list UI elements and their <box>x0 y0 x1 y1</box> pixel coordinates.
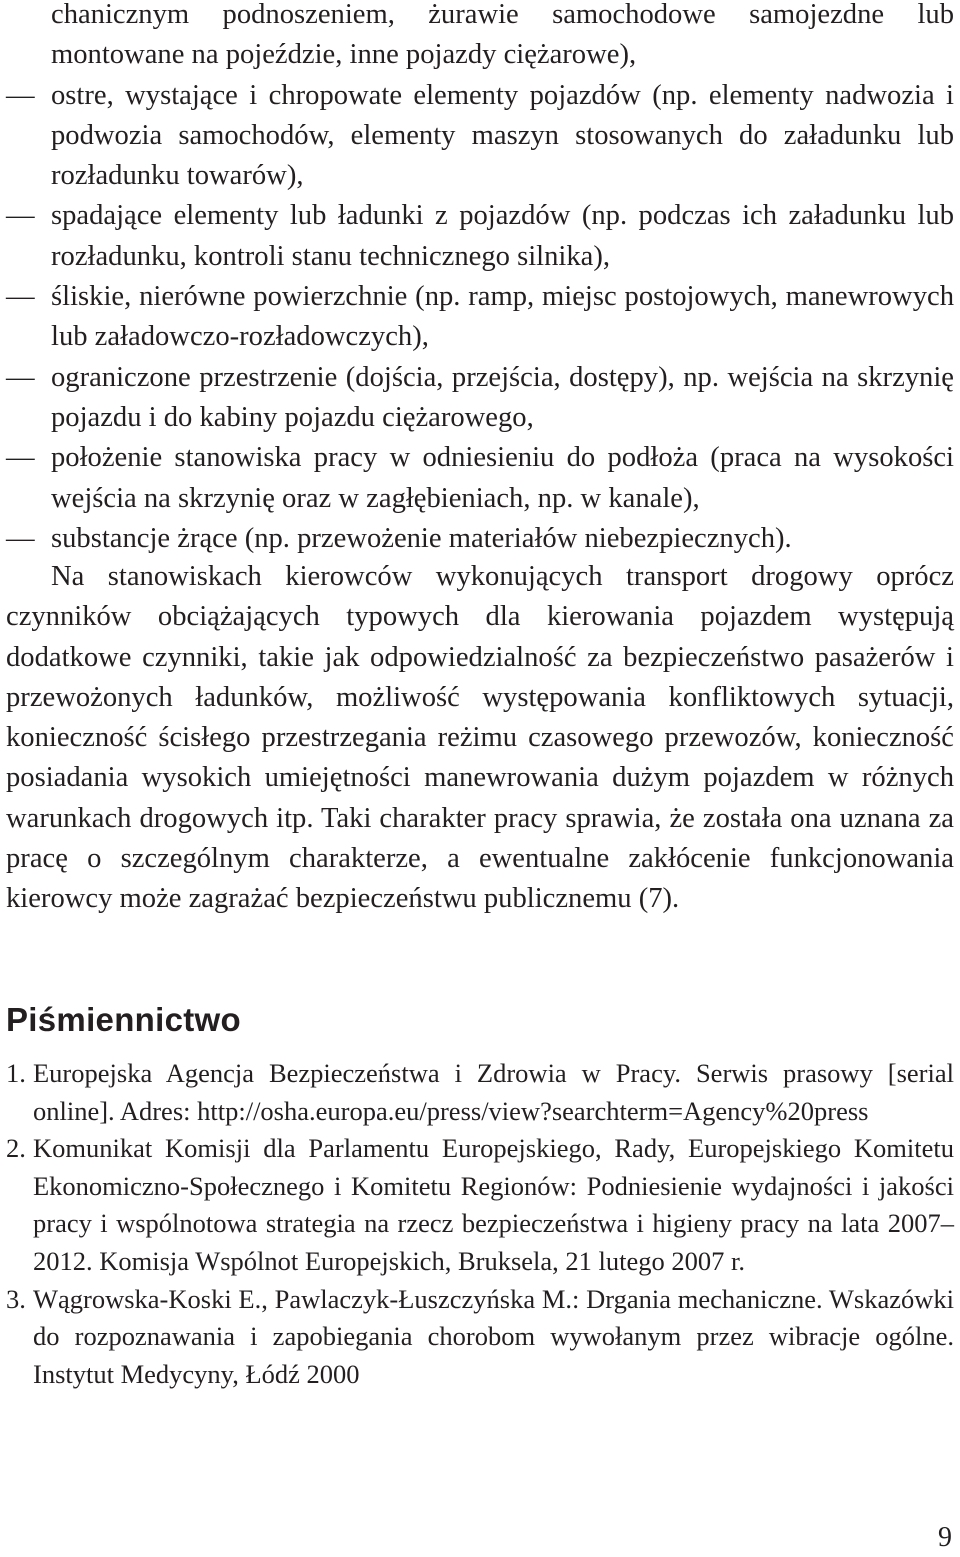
reference-number: 2. <box>6 1133 26 1164</box>
list-item-text: ograniczone przestrzenie (dojścia, przejścia, dostępy), np. wejścia na skrzynię pojazdu i do kabiny pojazdu ciężarowego, <box>51 361 954 433</box>
page-number: 9 <box>938 1522 952 1553</box>
reference-number: 3. <box>6 1283 26 1314</box>
reference-text: Komunikat Komisji dla Parlamentu Europejskiego, Rady, Europejskiego Komitetu Ekonomiczno-Społecznego i Komitetu Regionów: Podniesienie wydajności i jakości pracy i wspólnotowa strategia na rzecz bezpieczeństwa i higieny pracy na lata 2007–2012. Komisja Wspólnot Europejskich, Bruksela, 21 lutego 2007 r. <box>33 1133 954 1276</box>
reference-number: 1. <box>6 1058 26 1088</box>
list-marker: — <box>6 200 35 232</box>
list-item <box>6 358 954 439</box>
list-marker: — <box>6 361 35 393</box>
list-marker: — <box>6 79 35 111</box>
reference-list <box>6 1055 954 1393</box>
list-item <box>6 76 954 197</box>
list-marker: — <box>6 281 35 313</box>
list-item <box>6 277 954 358</box>
list-item <box>6 196 954 277</box>
hazard-list <box>6 0 954 559</box>
reference-text: Europejska Agencja Bezpieczeństwa i Zdrowia w Pracy. Serwis prasowy [serial online]. Adres: http://osha.europa.eu/press/view?searchterm=Agency%20press <box>33 1058 954 1126</box>
list-marker: — <box>6 522 35 554</box>
section-heading: Piśmiennictwo <box>6 1001 241 1038</box>
list-item-text: śliskie, nierówne powierzchnie (np. ramp, miejsc postojowych, manewrowych lub załadowczo-rozładowczych), <box>51 281 954 353</box>
list-item <box>6 519 954 559</box>
reference-item <box>6 1130 954 1280</box>
list-item-text: chanicznym podnoszeniem, żurawie samochodowe samojezdne lub montowane na pojeździe, inne pojazdy ciężarowe), <box>51 0 954 71</box>
list-item-text: substancje żrące (np. przewożenie materiałów niebezpiecznych). <box>51 522 792 554</box>
list-marker: — <box>6 442 35 474</box>
reference-item <box>6 1055 954 1130</box>
reference-item <box>6 1281 954 1394</box>
reference-text: Wągrowska-Koski E., Pawlaczyk-Łuszczyńska M.: Drgania mechaniczne. Wskazówki do rozpoznawania i zapobiegania chorobom wywołanym przez wibracje ogólne. Instytut Medycyny, Łódź 2000 <box>33 1283 954 1389</box>
list-item <box>6 0 954 76</box>
list-item-text: ostre, wystające i chropowate elementy pojazdów (np. elementy nadwozia i podwozia samochodów, elementy maszyn stosowanych do załadunku lub rozładunku towarów), <box>51 79 954 192</box>
list-item-text: położenie stanowiska pracy w odniesieniu do podłoża (praca na wysokości wejścia na skrzynię oraz w zagłębieniach, np. w kanale), <box>51 442 954 514</box>
list-item-text: spadające elementy lub ładunki z pojazdów (np. podczas ich załadunku lub rozładunku, kontroli stanu technicznego silnika), <box>51 200 954 272</box>
body-paragraph: Na stanowiskach kierowców wykonujących transport drogowy oprócz czynników obciążających typowych dla kierowania pojazdem występują dodatkowe czynniki, takie jak odpowiedzialność za bezpieczeństwo pasażerów i przewożonych ładunków, możliwość występowania konfliktowych sytuacji, konieczność ścisłego przestrzegania reżimu czasowego przewozów, konieczność posiadania wysokich umiejętności manewrowania dużym pojazdem w różnych warunkach drogowych itp. Taki charakter pracy sprawia, że została ona uznana za pracę o szczególnym charakterze, a ewentualne zakłócenie funkcjonowania kierowcy może zagrażać bezpieczeństwu publicznemu (7). <box>6 561 954 915</box>
list-item <box>6 438 954 519</box>
